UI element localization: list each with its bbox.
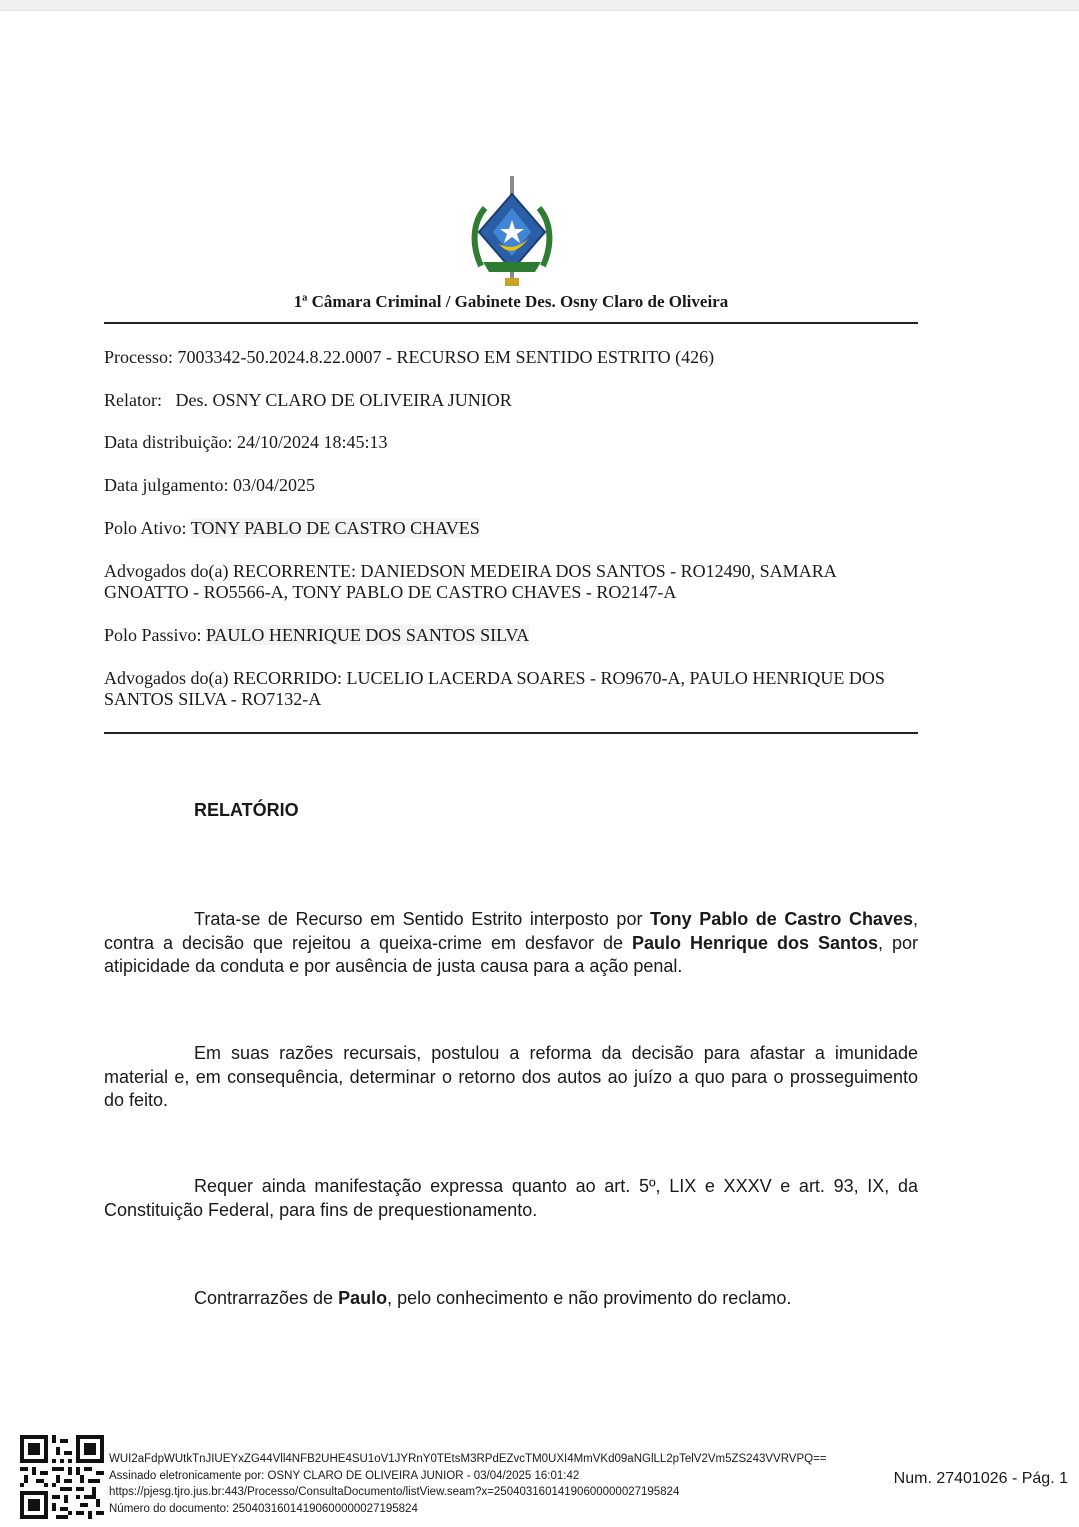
- distribuicao-line: [104, 432, 918, 453]
- julgamento-label: Data julgamento:: [104, 475, 229, 495]
- adv-recorrido-value: LUCELIO LACERDA SOARES - RO9670-A, PAULO HENRIQUE DOS SANTOS SILVA - RO7132-A: [104, 668, 885, 709]
- p1-text-3: , por atipicidade da conduta e por ausência de justa causa para a ação penal.: [104, 932, 918, 976]
- paragraph-2: Em suas razões recursais, postulou a reforma da decisão para afastar a imunidade material e, em consequência, determinar o retorno dos autos ao juízo a quo para o prosseguimento do feito.: [104, 1043, 918, 1110]
- p4-bold-name: Paulo: [338, 1288, 388, 1308]
- advogados-recorrido: [104, 668, 918, 710]
- distribuicao-label: Data distribuição:: [104, 432, 233, 452]
- coat-of-arms-icon: [469, 174, 555, 290]
- adv-recorrido-label: Advogados do(a) RECORRIDO:: [104, 668, 342, 688]
- qr-code-icon: [20, 1435, 104, 1519]
- relator-label: Relator:: [104, 390, 162, 410]
- page-number: Num. 27401026 - Pág. 1: [893, 1470, 1068, 1487]
- adv-recorrente-value: DANIEDSON MEDEIRA DOS SANTOS - RO12490, SAMARA GNOATTO - RO5566-A, TONY PABLO DE CASTRO CHAVES - RO2147-A: [104, 561, 836, 602]
- processo-line: [104, 347, 918, 368]
- document-url[interactable]: https://pjesg.tjro.jus.br:443/Processo/ConsultaDocumento/listView.seam?x=25040316014190600000027195824: [109, 1486, 680, 1498]
- polo-ativo-value: TONY PABLO DE CASTRO CHAVES: [190, 518, 480, 538]
- signed-by: Assinado eletronicamente por: OSNY CLARO DE OLIVEIRA JUNIOR - 03/04/2025 16:01:42: [109, 1469, 580, 1482]
- p1-text-2: , contra a decisão que rejeitou a queixa-crime em desfavor de: [104, 909, 918, 953]
- processo-value: 7003342-50.2024.8.22.0007 - RECURSO EM SENTIDO ESTRITO (426): [177, 347, 715, 367]
- paragraph-1: [104, 908, 918, 979]
- signature-footer: [109, 1451, 827, 1517]
- julgamento-value: 03/04/2025: [232, 475, 315, 495]
- paragraph-4: [104, 1287, 918, 1311]
- p4-text-2: , pelo conhecimento e não provimento do reclamo.: [387, 1288, 792, 1308]
- polo-ativo-line: [104, 518, 918, 539]
- relator-line: [104, 390, 918, 411]
- document-hash: WUI2aFdpWUtkTnJIUEYxZG44Vll4NFB2UHE4SU1oV1JYRnY0TEtsM3RPdEZvcTM0UXI4MmVKd09aNGlLL2pTelV2Vm5ZS243VVRVPQ==: [109, 1453, 827, 1465]
- section-title: RELATÓRIO: [194, 800, 299, 820]
- julgamento-line: [104, 475, 918, 496]
- paragraph-3: Requer ainda manifestação expressa quanto ao art. 5º, LIX e XXXV e art. 93, IX, da Constituição Federal, para fins de prequestionamento.: [104, 1176, 918, 1220]
- polo-passivo-value: PAULO HENRIQUE DOS SANTOS SILVA: [206, 625, 530, 645]
- header-divider: [104, 322, 918, 324]
- document-number: Número do documento: 25040316014190600000027195824: [109, 1502, 418, 1515]
- relator-value: Des. OSNY CLARO DE OLIVEIRA JUNIOR: [175, 390, 512, 410]
- polo-ativo-label: Polo Ativo:: [104, 518, 187, 538]
- meta-divider: [104, 732, 918, 734]
- processo-label: Processo:: [104, 347, 173, 367]
- distribuicao-value: 24/10/2024 18:45:13: [236, 432, 388, 452]
- adv-recorrente-label: Advogados do(a) RECORRENTE:: [104, 561, 356, 581]
- p1-text-1: Trata-se de Recurso em Sentido Estrito interposto por: [194, 909, 651, 929]
- p4-text-1: Contrarrazões de: [194, 1288, 339, 1308]
- advogados-recorrente: [104, 561, 918, 603]
- p1-bold-recorrente: Tony Pablo de Castro Chaves: [650, 909, 913, 929]
- polo-passivo-line: [104, 625, 918, 646]
- top-bar: [0, 0, 1079, 11]
- polo-passivo-label: Polo Passivo:: [104, 625, 202, 645]
- header-title: 1ª Câmara Criminal / Gabinete Des. Osny Claro de Oliveira: [293, 292, 729, 311]
- p1-bold-recorrido: Paulo Henrique dos Santos: [632, 932, 878, 953]
